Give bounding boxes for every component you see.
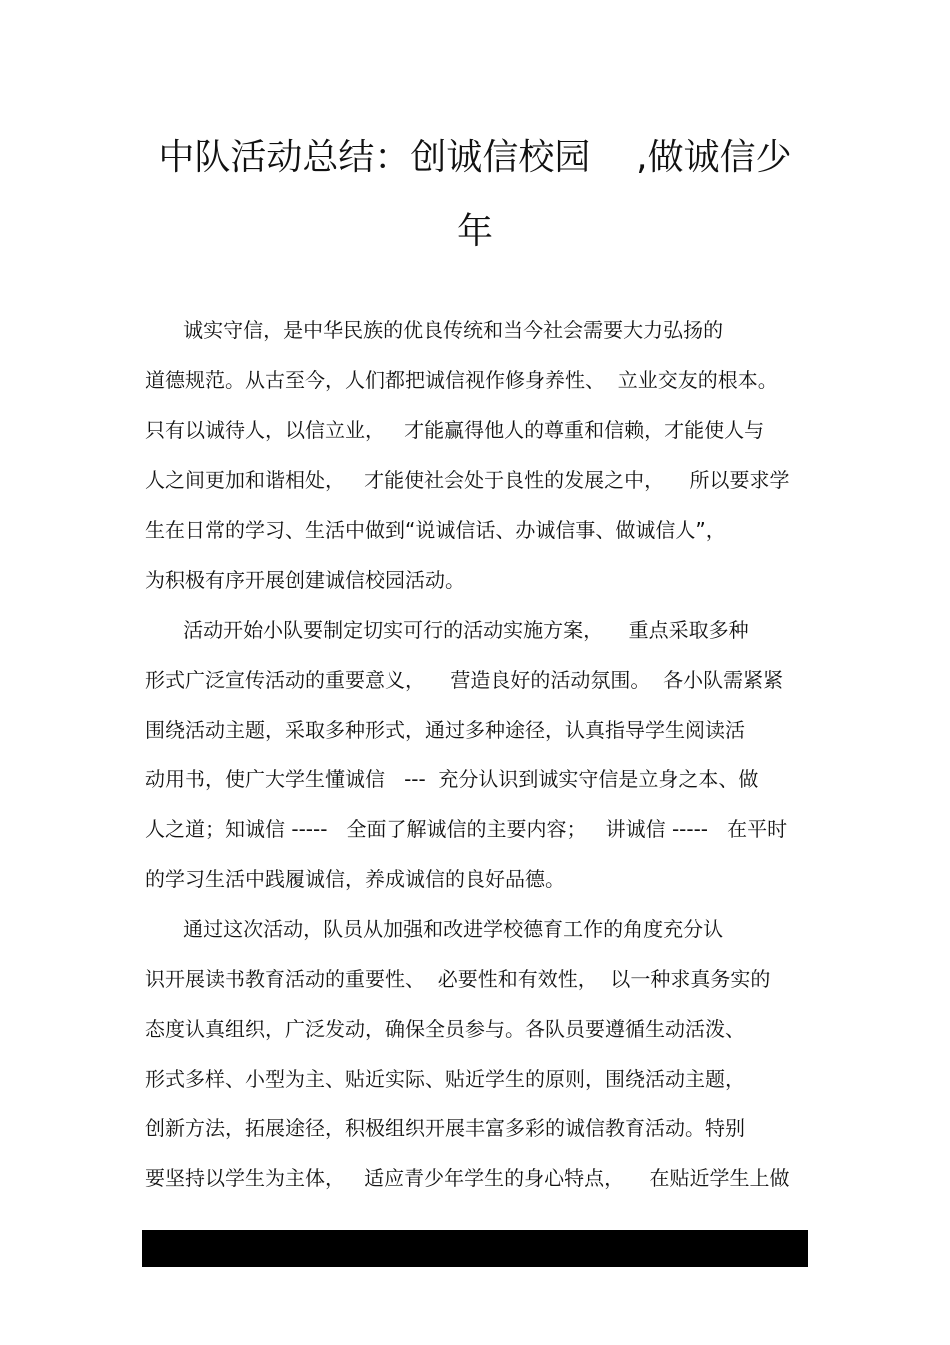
- body-text-line: 态度认真组织，广泛发动，确保全员参与。各队员要遵循生动活泼、: [145, 1017, 745, 1041]
- document-title-line-2: 年: [456, 211, 493, 252]
- body-text-line: 为积极有序开展创建诚信校园活动。: [145, 568, 465, 592]
- body-text-line: 动用书，使广大学生懂诚信 --- 充分认识到诚实守信是立身之本、做: [145, 767, 759, 791]
- body-text-line: 诚实守信，是中华民族的优良传统和当今社会需要大力弘扬的: [145, 318, 724, 342]
- body-text-line: 人之间更加和谐相处， 才能使社会处于良性的发展之中， 所以要求学: [145, 468, 790, 492]
- body-text-line: 形式多样、小型为主、贴近实际、贴近学生的原则，围绕活动主题，: [145, 1067, 745, 1091]
- body-text-line: 围绕活动主题，采取多种形式，通过多种途径，认真指导学生阅读活: [145, 718, 745, 742]
- body-text-line: 识开展读书教育活动的重要性、 必要性和有效性， 以一种求真务实的: [145, 967, 771, 991]
- redaction-bar: [142, 1230, 808, 1267]
- body-text-line: 的学习生活中践履诚信，养成诚信的良好品德。: [145, 867, 565, 891]
- body-text-line: 要坚持以学生为主体， 适应青少年学生的身心特点， 在贴近学生上做: [145, 1166, 790, 1190]
- body-text-line: 只有以诚待人，以信立业， 才能赢得他人的尊重和信赖，才能使人与: [145, 418, 765, 442]
- body-text-line: 形式广泛宣传活动的重要意义， 营造良好的活动氛围。 各小队需紧紧: [145, 668, 784, 692]
- body-text-line: 道德规范。从古至今，人们都把诚信视作修身养性、 立业交友的根本。: [145, 368, 778, 392]
- document-title-line-1: 中队活动总结：创诚信校园 ,做诚信少: [158, 137, 792, 178]
- body-text-line: 活动开始小队要制定切实可行的活动实施方案， 重点采取多种: [145, 618, 749, 642]
- body-text-line: 人之道；知诚信 ----- 全面了解诚信的主要内容； 讲诚信 ----- 在平时: [145, 817, 788, 841]
- body-text-line: 通过这次活动，队员从加强和改进学校德育工作的角度充分认: [145, 917, 724, 941]
- body-text-line: 生在日常的学习、生活中做到“说诚信话、办诚信事、做诚信人”，: [145, 518, 726, 542]
- body-text-line: 创新方法，拓展途径，积极组织开展丰富多彩的诚信教育活动。特别: [145, 1116, 745, 1140]
